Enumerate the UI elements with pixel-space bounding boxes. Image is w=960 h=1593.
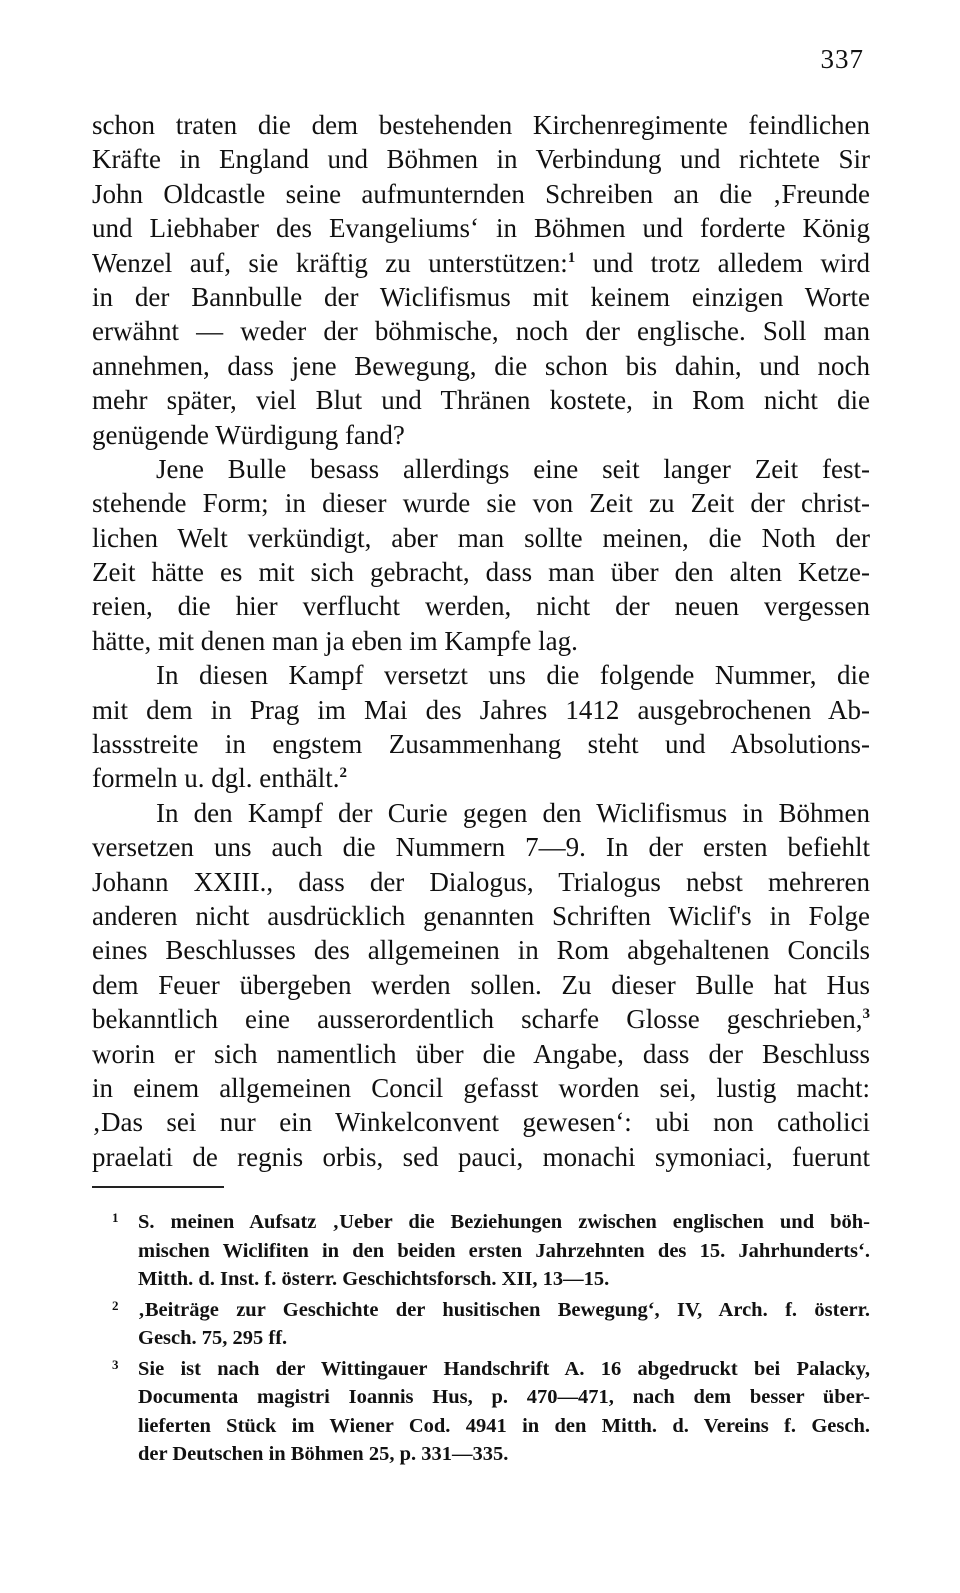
text-line: eines Beschlusses des allgemeinen in Rom abgehaltenen Concils xyxy=(92,935,870,966)
text-segment: und trotz alledem wird xyxy=(592,247,870,278)
body-text xyxy=(92,108,870,1174)
text-line: in der Bannbulle der Wiclifismus mit keinem einzigen Worte xyxy=(92,281,870,312)
text-segment: formeln u. dgl. enthält. xyxy=(92,763,340,794)
text-line: praelati de regnis orbis, sed pauci, monachi symoniaci, fuerunt xyxy=(92,1141,870,1172)
footnote-reference: 2 xyxy=(339,765,347,782)
text-line: schon traten die dem bestehenden Kirchenregimente feindlichen xyxy=(92,110,870,140)
text-line: lassstreite in engstem Zusammenhang steht und Absolutions- xyxy=(92,729,870,760)
text-line: ‚Das sei nur ein Winkelconvent gewesen‘: ubi non catholici xyxy=(92,1107,870,1138)
footnote-divider xyxy=(92,1186,224,1188)
text-line xyxy=(92,1002,870,1036)
footnote-line: Mitth. d. Inst. f. österr. Geschichtsforsch. XII, 13—15. xyxy=(138,1268,610,1290)
text-line: mehr später, viel Blut und Thränen kostete, in Rom nicht die xyxy=(92,385,870,416)
footnote-line: Gesch. 75, 295 ff. xyxy=(138,1327,288,1349)
footnote-2 xyxy=(92,1296,870,1353)
footnote-line: Sie ist nach der Wittingauer Handschrift A. 16 abgedruckt bei Palacky, xyxy=(138,1357,870,1380)
footnote-line: ‚Beiträge zur Geschichte der husitischen Bewegung‘, IV, Arch. f. österr. xyxy=(138,1298,870,1321)
text-line: In den Kampf der Curie gegen den Wiclifismus in Böhmen xyxy=(156,797,870,828)
footnote-line: der Deutschen in Böhmen 25, p. 331—335. xyxy=(138,1443,509,1465)
text-line: reien, die hier verflucht werden, nicht der neuen vergessen xyxy=(92,591,870,622)
footnote-mark: 1 xyxy=(112,1210,119,1225)
footnote-line: Documenta magistri Ioannis Hus, p. 470—471, nach dem besser über- xyxy=(138,1386,870,1408)
text-line: Johann XXIII., dass der Dialogus, Trialogus nebst mehreren xyxy=(92,866,870,897)
text-line: lichen Welt verkündigt, aber man sollte meinen, die Noth der xyxy=(92,522,870,553)
footnote-reference: 1 xyxy=(567,249,576,266)
text-line: mit dem in Prag im Mai des Jahres 1412 ausgebrochenen Ab- xyxy=(92,694,870,725)
footnote-1 xyxy=(92,1208,870,1294)
text-line: in einem allgemeinen Concil gefasst worden sei, lustig macht: xyxy=(92,1072,870,1103)
text-line xyxy=(92,246,870,280)
page-number: 337 xyxy=(820,44,864,74)
footnote-3 xyxy=(92,1355,870,1469)
text-line: Kräfte in England und Böhmen in Verbindung und richtete Sir xyxy=(92,144,870,175)
footnote-line: mischen Wiclifiten in den beiden ersten Jahrzehnten des 15. Jahrhunderts‘. xyxy=(138,1239,870,1262)
text-line: In diesen Kampf versetzt uns die folgende Nummer, die xyxy=(156,660,870,691)
footnote-reference: 3 xyxy=(862,1006,870,1023)
text-line: Zeit hätte es mit sich gebracht, dass man über den alten Ketze- xyxy=(92,557,870,588)
text-line: versetzen uns auch die Nummern 7—9. In der ersten befiehlt xyxy=(92,832,870,863)
text-segment: bekanntlich eine ausserordentlich scharfe Glosse geschrieben, xyxy=(92,1004,863,1035)
text-line: Jene Bulle besass allerdings eine seit langer Zeit fest- xyxy=(156,453,870,484)
text-line: dem Feuer übergeben werden sollen. Zu dieser Bulle hat Hus xyxy=(92,969,870,1000)
text-line: hätte, mit denen man ja eben im Kampfe lag. xyxy=(92,625,578,656)
text-line xyxy=(92,761,870,795)
text-line: stehende Form; in dieser wurde sie von Zeit zu Zeit der christ- xyxy=(92,488,870,519)
text-line: und Liebhaber des Evangeliums‘ in Böhmen und forderte König xyxy=(92,213,870,244)
footnotes xyxy=(92,1208,870,1471)
footnote-mark: 2 xyxy=(112,1297,119,1313)
footnote-mark: 3 xyxy=(112,1356,119,1372)
text-line: anderen nicht ausdrücklich genannten Schriften Wiclif's in Folge xyxy=(92,900,870,931)
text-segment: Wenzel auf, sie kräftig zu unterstützen: xyxy=(92,247,568,278)
text-line: erwähnt — weder der böhmische, noch der englische. Soll man xyxy=(92,316,870,347)
text-line: annehmen, dass jene Bewegung, die schon bis dahin, und noch xyxy=(92,350,870,381)
text-line: John Oldcastle seine aufmunternden Schreiben an die ‚Freunde xyxy=(92,178,870,209)
text-line: genügende Würdigung fand? xyxy=(92,419,405,450)
footnote-line: lieferten Stück im Wiener Cod. 4941 in den Mitth. d. Vereins f. Gesch. xyxy=(138,1414,870,1437)
text-line: worin er sich namentlich über die Angabe, dass der Beschluss xyxy=(92,1038,870,1069)
footnote-line: S. meinen Aufsatz ‚Ueber die Beziehungen zwischen englischen und böh- xyxy=(138,1211,870,1233)
